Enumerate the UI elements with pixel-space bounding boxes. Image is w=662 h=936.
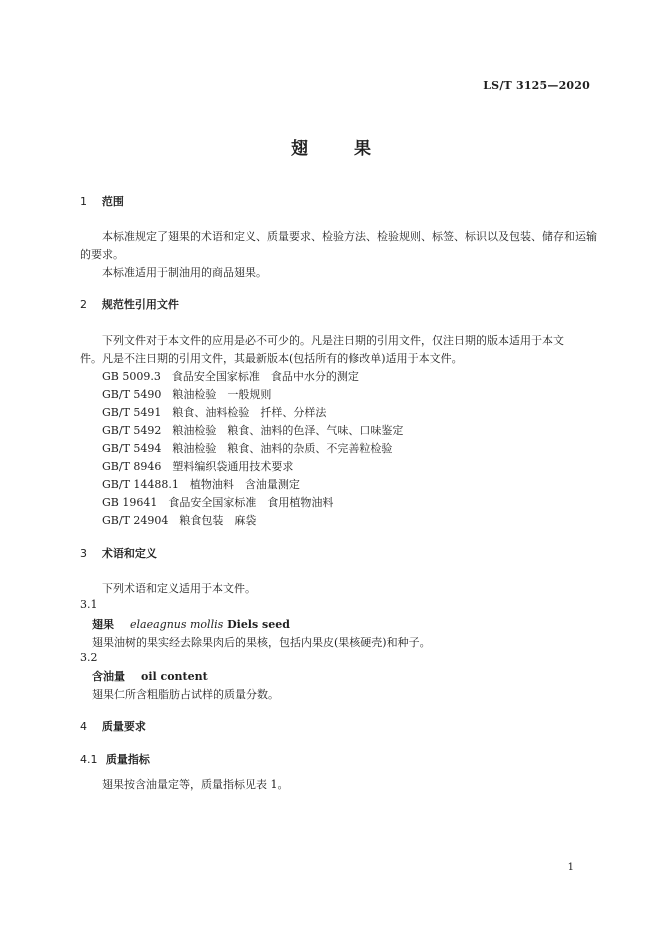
section-3-heading [80,545,157,561]
reference-item: GB/T 5492 粮油检验 粮食、油料的色泽、气味、口味鉴定 [102,424,404,437]
reference-item: GB/T 8946 塑料编织袋通用技术要求 [102,460,294,473]
section-title: 质量要求 [101,720,146,733]
term-latin-name: elaeagnus mollis [130,618,224,631]
reference-item: GB 19641 食品安全国家标准 食用植物油料 [102,496,334,509]
paragraph: 翅果按含油量定等，质量指标见表 1。 [102,778,289,791]
subsection-4-1-heading [80,751,150,767]
term-english [141,670,208,683]
section-number: 2 [80,298,87,311]
term-chinese: 含油量 [92,670,125,683]
term-definition: 翅果油树的果实经去除果肉后的果核，包括内果皮(果核硬壳)和种子。 [92,636,431,649]
reference-item: GB/T 24904 粮食包装 麻袋 [102,514,257,527]
paragraph-line: 本标准规定了翅果的术语和定义、质量要求、检验方法、检验规则、标签、标识以及包装、储存和运输 [102,230,597,243]
reference-item: GB/T 14488.1 植物油料 含油量测定 [102,478,300,491]
paragraph-line: 的要求。 [80,248,124,261]
page-number: 1 [567,862,574,873]
reference-item: GB/T 5490 粮油检验 一般规则 [102,388,272,401]
standard-code: LS/T 3125—2020 [483,79,590,92]
document-title: 翅 果 [291,139,371,159]
term-heading [92,616,290,632]
paragraph: 本标准适用于制油用的商品翅果。 [102,266,267,279]
section-title: 规范性引用文件 [101,298,179,311]
reference-item: GB/T 5491 粮食、油料检验 扦样、分样法 [102,406,327,419]
term-number: 3.1 [80,598,98,611]
reference-item: GB/T 5494 粮油检验 粮食、油料的杂质、不完善粒检验 [102,442,393,455]
paragraph-line: 件。凡是不注日期的引用文件，其最新版本(包括所有的修改单)适用于本文件。 [80,352,463,365]
section-2-heading [80,296,179,312]
section-title: 术语和定义 [101,547,157,560]
term-chinese: 翅果 [92,618,114,631]
section-number: 1 [80,195,87,208]
term-definition: 翅果仁所含粗脂肪占试样的质量分数。 [92,688,279,701]
section-4-heading [80,718,146,734]
term-english [130,618,290,631]
term-english-rest: Diels seed [223,618,290,631]
subsection-number: 4.1 [80,753,98,766]
paragraph-line: 下列文件对于本文件的应用是必不可少的。凡是注日期的引用文件，仅注日期的版本适用于本文 [102,334,564,347]
term-heading [92,668,208,684]
term-number: 3.2 [80,651,98,664]
section-number: 4 [80,720,87,733]
reference-item: GB 5009.3 食品安全国家标准 食品中水分的测定 [102,370,359,383]
section-1-heading [80,193,124,209]
subsection-title: 质量指标 [105,753,150,766]
section-title: 范围 [101,195,124,208]
paragraph: 下列术语和定义适用于本文件。 [102,582,256,595]
section-number: 3 [80,547,87,560]
term-english-rest: oil content [141,670,208,683]
